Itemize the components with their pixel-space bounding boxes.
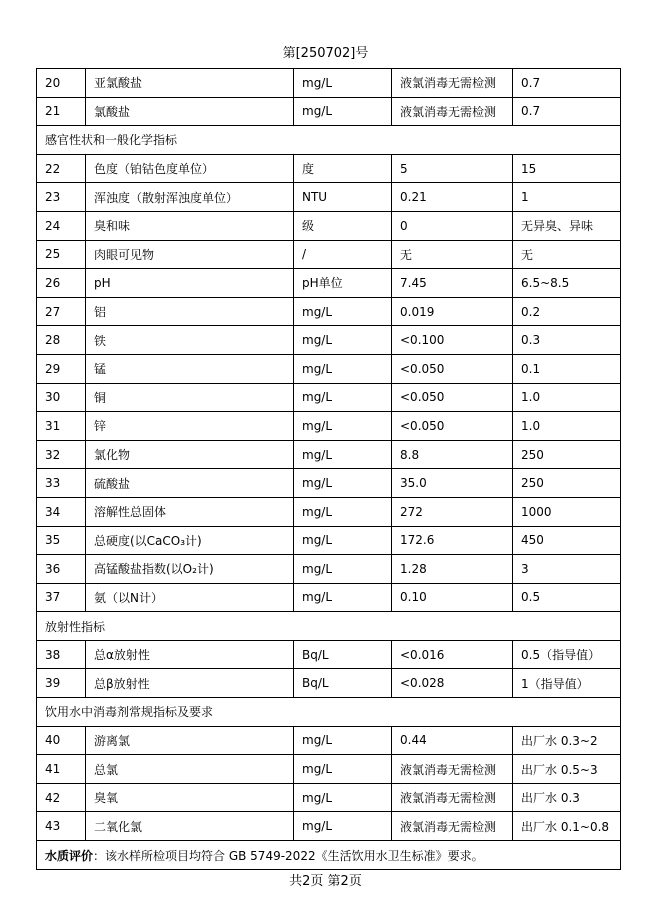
item-no-cell: 43 bbox=[37, 812, 86, 841]
table-row bbox=[37, 669, 621, 698]
item-name-cell: 锰 bbox=[86, 354, 294, 383]
item-name-cell: 臭和味 bbox=[86, 211, 294, 240]
unit-cell: Bq/L bbox=[294, 669, 392, 698]
standard-value-cell: 0.5（指导值） bbox=[513, 640, 621, 669]
measured-value-cell: 7.45 bbox=[392, 269, 513, 298]
standard-value-cell: 450 bbox=[513, 526, 621, 555]
standard-value-cell: 出厂水 0.3~2 bbox=[513, 726, 621, 755]
item-no-cell: 24 bbox=[37, 211, 86, 240]
item-name-cell: 铁 bbox=[86, 326, 294, 355]
unit-cell: / bbox=[294, 240, 392, 269]
standard-value-cell: 3 bbox=[513, 555, 621, 584]
standard-value-cell: 出厂水 0.5~3 bbox=[513, 755, 621, 784]
section-title: 饮用水中消毒剂常规指标及要求 bbox=[37, 698, 621, 727]
item-name-cell: 铝 bbox=[86, 297, 294, 326]
table-row bbox=[37, 383, 621, 412]
unit-cell: mg/L bbox=[294, 726, 392, 755]
unit-cell: mg/L bbox=[294, 497, 392, 526]
item-name-cell: 铜 bbox=[86, 383, 294, 412]
unit-cell: pH单位 bbox=[294, 269, 392, 298]
table-row bbox=[37, 497, 621, 526]
table-row bbox=[37, 440, 621, 469]
table-row bbox=[37, 297, 621, 326]
table-row bbox=[37, 354, 621, 383]
measured-value-cell: 1.28 bbox=[392, 555, 513, 584]
measured-value-cell: 5 bbox=[392, 154, 513, 183]
table-row bbox=[37, 726, 621, 755]
measured-value-cell: <0.050 bbox=[392, 412, 513, 441]
table-row bbox=[37, 583, 621, 612]
unit-cell: mg/L bbox=[294, 755, 392, 784]
standard-value-cell: 15 bbox=[513, 154, 621, 183]
measured-value-cell: 0.21 bbox=[392, 183, 513, 212]
item-no-cell: 22 bbox=[37, 154, 86, 183]
measured-value-cell: 0.019 bbox=[392, 297, 513, 326]
unit-cell: mg/L bbox=[294, 526, 392, 555]
item-no-cell: 34 bbox=[37, 497, 86, 526]
section-header-row bbox=[37, 126, 621, 155]
standard-value-cell: 0.1 bbox=[513, 354, 621, 383]
item-name-cell: 总氯 bbox=[86, 755, 294, 784]
item-name-cell: 总硬度(以CaCO₃计) bbox=[86, 526, 294, 555]
item-no-cell: 38 bbox=[37, 640, 86, 669]
item-name-cell: 溶解性总固体 bbox=[86, 497, 294, 526]
table-row bbox=[37, 97, 621, 126]
unit-cell: mg/L bbox=[294, 555, 392, 584]
standard-value-cell: 0.3 bbox=[513, 326, 621, 355]
item-no-cell: 26 bbox=[37, 269, 86, 298]
item-name-cell: 氯酸盐 bbox=[86, 97, 294, 126]
evaluation-label: 水质评价 bbox=[45, 848, 94, 863]
table-row bbox=[37, 783, 621, 812]
unit-cell: Bq/L bbox=[294, 640, 392, 669]
table-row bbox=[37, 269, 621, 298]
unit-cell: mg/L bbox=[294, 97, 392, 126]
item-name-cell: 锌 bbox=[86, 412, 294, 441]
measured-value-cell: 液氯消毒无需检测 bbox=[392, 783, 513, 812]
unit-cell: mg/L bbox=[294, 326, 392, 355]
evaluation-row bbox=[37, 841, 621, 870]
standard-value-cell: 250 bbox=[513, 440, 621, 469]
standard-value-cell: 1.0 bbox=[513, 383, 621, 412]
water-quality-table-body bbox=[37, 69, 621, 870]
item-name-cell: 氨（以N计） bbox=[86, 583, 294, 612]
measured-value-cell: 液氯消毒无需检测 bbox=[392, 69, 513, 98]
item-no-cell: 37 bbox=[37, 583, 86, 612]
item-no-cell: 23 bbox=[37, 183, 86, 212]
item-name-cell: 总α放射性 bbox=[86, 640, 294, 669]
item-no-cell: 33 bbox=[37, 469, 86, 498]
measured-value-cell: 272 bbox=[392, 497, 513, 526]
unit-cell: NTU bbox=[294, 183, 392, 212]
measured-value-cell: 液氯消毒无需检测 bbox=[392, 755, 513, 784]
item-name-cell: 游离氯 bbox=[86, 726, 294, 755]
item-no-cell: 31 bbox=[37, 412, 86, 441]
standard-value-cell: 出厂水 0.1~0.8 bbox=[513, 812, 621, 841]
unit-cell: 度 bbox=[294, 154, 392, 183]
item-name-cell: 亚氯酸盐 bbox=[86, 69, 294, 98]
measured-value-cell: <0.100 bbox=[392, 326, 513, 355]
standard-value-cell: 0.7 bbox=[513, 97, 621, 126]
standard-value-cell: 250 bbox=[513, 469, 621, 498]
item-no-cell: 41 bbox=[37, 755, 86, 784]
standard-value-cell: 6.5~8.5 bbox=[513, 269, 621, 298]
standard-value-cell: 1.0 bbox=[513, 412, 621, 441]
evaluation-text: ：该水样所检项目均符合 GB 5749-2022《生活饮用水卫生标准》要求。 bbox=[93, 848, 484, 863]
section-header-row bbox=[37, 612, 621, 641]
measured-value-cell: 0.44 bbox=[392, 726, 513, 755]
measured-value-cell: 液氯消毒无需检测 bbox=[392, 812, 513, 841]
standard-value-cell: 0.5 bbox=[513, 583, 621, 612]
section-title: 放射性指标 bbox=[37, 612, 621, 641]
item-name-cell: 肉眼可见物 bbox=[86, 240, 294, 269]
document-number-heading: 第[250702]号 bbox=[282, 46, 369, 61]
measured-value-cell: <0.016 bbox=[392, 640, 513, 669]
unit-cell: mg/L bbox=[294, 469, 392, 498]
item-name-cell: 高锰酸盐指数(以O₂计) bbox=[86, 555, 294, 584]
measured-value-cell: <0.050 bbox=[392, 383, 513, 412]
unit-cell: mg/L bbox=[294, 297, 392, 326]
measured-value-cell: 35.0 bbox=[392, 469, 513, 498]
standard-value-cell: 1 bbox=[513, 183, 621, 212]
page-footer: 共2页 第2页 bbox=[289, 874, 362, 889]
item-no-cell: 39 bbox=[37, 669, 86, 698]
unit-cell: mg/L bbox=[294, 783, 392, 812]
item-name-cell: 浑浊度（散射浑浊度单位） bbox=[86, 183, 294, 212]
measured-value-cell: <0.028 bbox=[392, 669, 513, 698]
section-title: 感官性状和一般化学指标 bbox=[37, 126, 621, 155]
table-row bbox=[37, 69, 621, 98]
item-no-cell: 21 bbox=[37, 97, 86, 126]
item-no-cell: 36 bbox=[37, 555, 86, 584]
item-name-cell: 色度（铂钴色度单位） bbox=[86, 154, 294, 183]
standard-value-cell: 无异臭、异味 bbox=[513, 211, 621, 240]
item-name-cell: 氯化物 bbox=[86, 440, 294, 469]
water-quality-table bbox=[36, 68, 621, 870]
table-row bbox=[37, 526, 621, 555]
table-row bbox=[37, 183, 621, 212]
standard-value-cell: 出厂水 0.3 bbox=[513, 783, 621, 812]
table-row bbox=[37, 211, 621, 240]
item-no-cell: 25 bbox=[37, 240, 86, 269]
table-row bbox=[37, 412, 621, 441]
unit-cell: mg/L bbox=[294, 383, 392, 412]
item-name-cell: 硫酸盐 bbox=[86, 469, 294, 498]
unit-cell: 级 bbox=[294, 211, 392, 240]
table-row bbox=[37, 326, 621, 355]
item-no-cell: 30 bbox=[37, 383, 86, 412]
standard-value-cell: 1000 bbox=[513, 497, 621, 526]
table-row bbox=[37, 555, 621, 584]
table-row bbox=[37, 755, 621, 784]
measured-value-cell: 8.8 bbox=[392, 440, 513, 469]
standard-value-cell: 1（指导值） bbox=[513, 669, 621, 698]
evaluation-cell bbox=[37, 841, 621, 870]
item-no-cell: 40 bbox=[37, 726, 86, 755]
item-name-cell: 臭氧 bbox=[86, 783, 294, 812]
standard-value-cell: 无 bbox=[513, 240, 621, 269]
item-no-cell: 28 bbox=[37, 326, 86, 355]
unit-cell: mg/L bbox=[294, 583, 392, 612]
item-name-cell: pH bbox=[86, 269, 294, 298]
measured-value-cell: 无 bbox=[392, 240, 513, 269]
unit-cell: mg/L bbox=[294, 812, 392, 841]
item-no-cell: 42 bbox=[37, 783, 86, 812]
measured-value-cell: 172.6 bbox=[392, 526, 513, 555]
item-name-cell: 总β放射性 bbox=[86, 669, 294, 698]
unit-cell: mg/L bbox=[294, 412, 392, 441]
unit-cell: mg/L bbox=[294, 69, 392, 98]
table-row bbox=[37, 240, 621, 269]
unit-cell: mg/L bbox=[294, 440, 392, 469]
measured-value-cell: 液氯消毒无需检测 bbox=[392, 97, 513, 126]
item-no-cell: 20 bbox=[37, 69, 86, 98]
item-no-cell: 29 bbox=[37, 354, 86, 383]
section-header-row bbox=[37, 698, 621, 727]
table-row bbox=[37, 640, 621, 669]
item-no-cell: 32 bbox=[37, 440, 86, 469]
measured-value-cell: <0.050 bbox=[392, 354, 513, 383]
item-no-cell: 27 bbox=[37, 297, 86, 326]
item-name-cell: 二氧化氯 bbox=[86, 812, 294, 841]
table-row bbox=[37, 469, 621, 498]
standard-value-cell: 0.2 bbox=[513, 297, 621, 326]
measured-value-cell: 0 bbox=[392, 211, 513, 240]
table-row bbox=[37, 154, 621, 183]
table-row bbox=[37, 812, 621, 841]
unit-cell: mg/L bbox=[294, 354, 392, 383]
standard-value-cell: 0.7 bbox=[513, 69, 621, 98]
measured-value-cell: 0.10 bbox=[392, 583, 513, 612]
item-no-cell: 35 bbox=[37, 526, 86, 555]
